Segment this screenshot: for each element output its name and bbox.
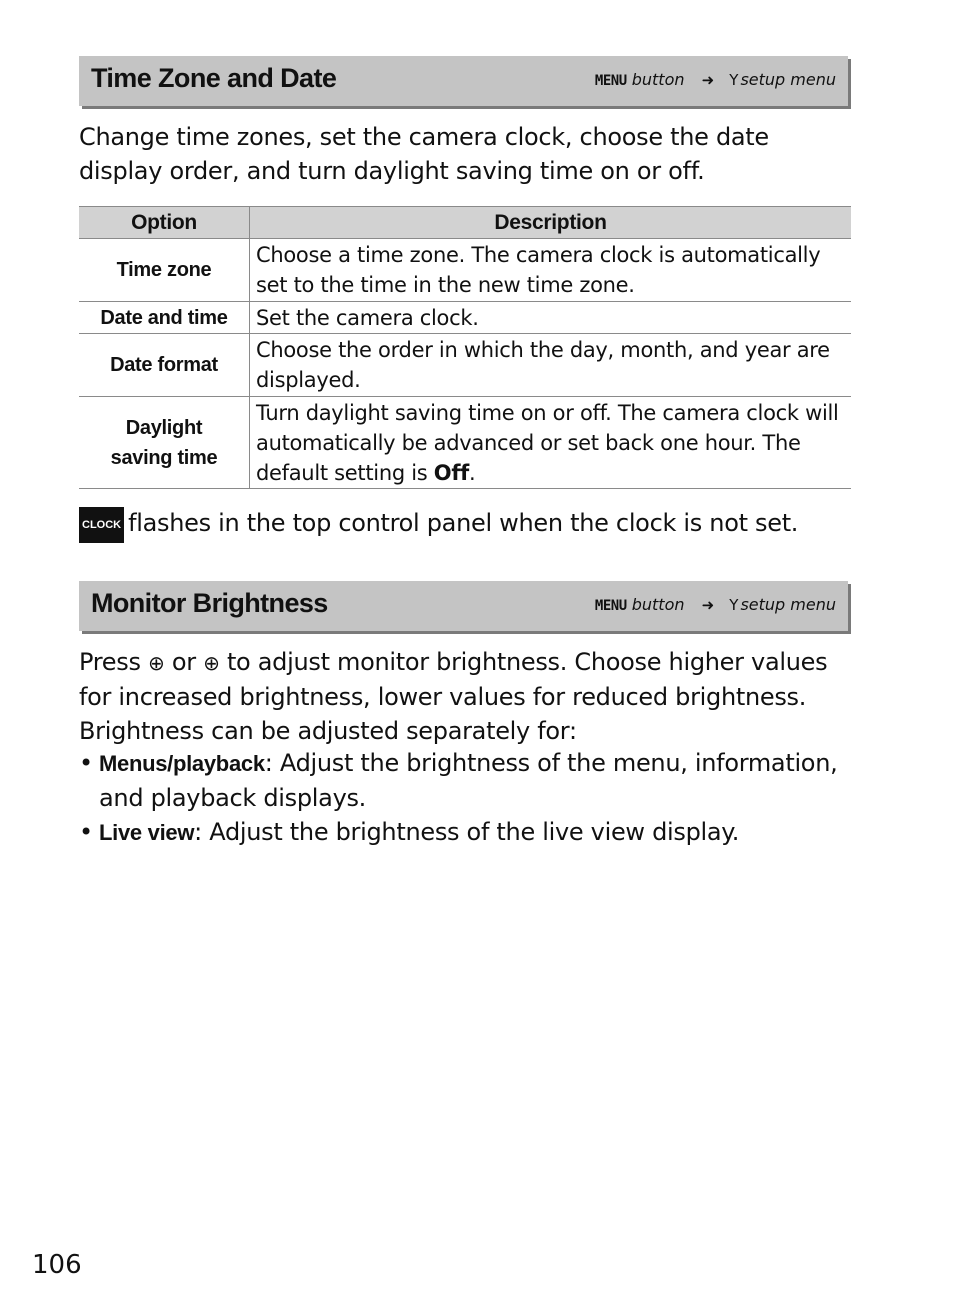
menu-breadcrumb xyxy=(595,70,836,89)
default-value-off: Off xyxy=(433,460,470,485)
button-word: button xyxy=(631,595,685,614)
clock-warning-icon: CLOCK xyxy=(79,507,124,543)
clock-note xyxy=(79,506,859,543)
clock-note-text: flashes in the top control panel when the clock is not set. xyxy=(128,509,799,537)
multi-selector-up-icon: ⊕ xyxy=(148,651,165,675)
option-keyword: Menus/playback xyxy=(99,751,265,776)
column-header-description: Description xyxy=(250,207,852,239)
wrench-icon: Y xyxy=(729,71,739,89)
options-table xyxy=(79,206,851,489)
setup-menu-word: setup menu xyxy=(740,595,836,614)
list-item xyxy=(79,815,859,850)
menu-breadcrumb xyxy=(595,595,836,614)
bullet: • xyxy=(79,818,93,846)
brightness-options-list xyxy=(79,746,859,850)
button-word: button xyxy=(631,70,685,89)
table-row xyxy=(79,397,851,489)
arrow-icon: ➜ xyxy=(701,71,715,89)
option-text: : Adjust the brightness of the menu, information, and playback displays. xyxy=(99,749,838,812)
option-keyword: Live view xyxy=(99,820,195,845)
description-text: Turn daylight saving time on or off. The camera clock will automatically be advanced or set back one hour. The default setting is xyxy=(256,400,839,485)
page-number: 106 xyxy=(32,1250,82,1280)
description-cell: Set the camera clock. xyxy=(250,302,852,334)
description-cell: Choose the order in which the day, month, and year are displayed. xyxy=(250,334,852,397)
table-row xyxy=(79,239,851,302)
section-header-time-zone xyxy=(79,56,848,106)
menu-button-label: MENU xyxy=(594,73,627,89)
brightness-text: to adjust monitor brightness. Choose higher values for increased brightness, lower values for reduced brightness. Brightness can be adjusted separately for: xyxy=(79,648,828,745)
menu-button-label: MENU xyxy=(594,598,627,614)
bullet: • xyxy=(79,749,93,777)
brightness-intro xyxy=(79,645,859,748)
option-cell: Date and time xyxy=(79,302,250,334)
time-zone-intro: Change time zones, set the camera clock, choose the date display order, and turn daylight saving time on or off. xyxy=(79,123,769,185)
option-cell: Date format xyxy=(79,334,250,397)
column-header-option: Option xyxy=(79,207,250,239)
multi-selector-down-icon: ⊕ xyxy=(203,651,220,675)
section-title: Monitor Brightness xyxy=(91,588,328,618)
setup-menu-word: setup menu xyxy=(740,70,836,89)
table-row xyxy=(79,302,851,334)
description-cell: Choose a time zone. The camera clock is automatically set to the time in the new time zone. xyxy=(250,239,852,302)
table-header-row xyxy=(79,207,851,239)
press-word: Press xyxy=(79,648,141,676)
description-end: . xyxy=(469,460,476,485)
option-cell: Daylight saving time xyxy=(79,397,250,489)
list-item xyxy=(79,746,859,815)
section-title: Time Zone and Date xyxy=(91,63,337,93)
option-text: : Adjust the brightness of the live view display. xyxy=(194,818,740,846)
option-cell: Time zone xyxy=(79,239,250,302)
wrench-icon: Y xyxy=(729,596,739,614)
section-header-monitor-brightness xyxy=(79,581,848,631)
description-cell xyxy=(250,397,852,489)
table-row xyxy=(79,334,851,397)
arrow-icon: ➜ xyxy=(701,596,715,614)
or-word: or xyxy=(171,648,196,676)
